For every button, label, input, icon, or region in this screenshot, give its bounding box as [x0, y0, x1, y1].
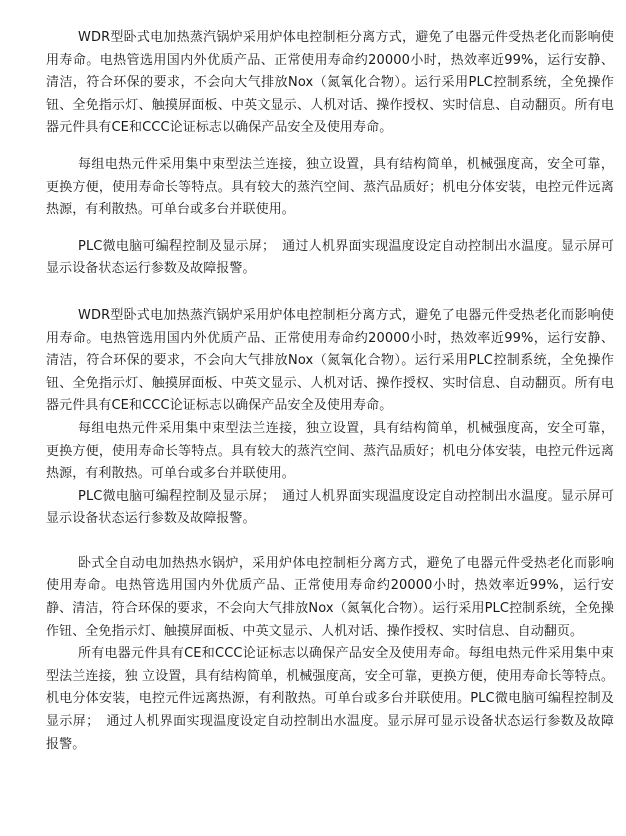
paragraph-separation-design: WDR型卧式电加热蒸汽锅炉采用炉体电控制柜分离方式，避免了电器元件受热老化而影响使用寿命。电热管选用国内外优质产品、正常使用寿命约20000小时，热效率近99%，运行安静、清洁，符合环保的要求，不会向大气排放Nox（氮氧化合物）。运行采用PLC控制系统，全免操作钮、全免指示灯、触摸屏面板、中英文显示、人机对话、操作授权、实时信息、自动翻页。所有电器元件具有CE和CCC论证标志以确保产品安全及使用寿命。: [46, 307, 614, 414]
section-hot-water-boiler: [46, 553, 614, 756]
paragraph-heating-elements: 每组电热元件采用集中束型法兰连接，独立设置，具有结构简单，机械强度高，安全可靠，更换方便，使用寿命长等特点。具有较大的蒸汽空间、蒸汽品质好；机电分体安装，电控元件远离热源，有利散热。可单台或多台并联使用。: [46, 156, 614, 218]
paragraph-gap: [46, 222, 614, 236]
section-gap: [46, 281, 614, 305]
section-steam-boiler-compact: [46, 305, 614, 531]
paragraph-plc-control: PLC微电脑可编程控制及显示屏； 通过人机界面实现温度设定自动控制出水温度。显示屏可显示设备状态运行参数及故障报警。: [46, 488, 614, 527]
section-gap: [46, 531, 614, 553]
section-steam-boiler-spaced: [46, 27, 614, 281]
paragraph-separation-design: WDR型卧式电加热蒸汽锅炉采用炉体电控制柜分离方式，避免了电器元件受热老化而影响使用寿命。电热管选用国内外优质产品、正常使用寿命约20000小时，热效率近99%，运行安静、清洁，符合环保的要求，不会向大气排放Nox（氮氧化合物）。运行采用PLC控制系统，全免操作钮、全免指示灯、触摸屏面板、中英文显示、人机对话、操作授权、实时信息、自动翻页。所有电器元件具有CE和CCC论证标志以确保产品安全及使用寿命。: [46, 30, 614, 136]
paragraph-plc-control: PLC微电脑可编程控制及显示屏； 通过人机界面实现温度设定自动控制出水温度。显示屏可显示设备状态运行参数及故障报警。: [46, 238, 614, 277]
paragraph-heating-elements: 每组电热元件采用集中束型法兰连接，独立设置，具有结构简单，机械强度高，安全可靠，更换方便，使用寿命长等特点。具有较大的蒸汽空间、蒸汽品质好；机电分体安装，电控元件远离热源，有利散热。可单台或多台并联使用。: [46, 420, 614, 482]
paragraph-gap: [46, 140, 614, 154]
paragraph-hot-water-certification: 所有电器元件具有CE和CCC论证标志以确保产品安全及使用寿命。每组电热元件采用集中束型法兰连接，独 立设置，具有结构简单，机械强度高，安全可靠，更换方便，使用寿命长等特点。机电分体安装，电控元件远离热源，有利散热。可单台或多台并联使用。PLC微电脑可编程控制及显示屏； 通过人机界面实现温度设定自动控制出水温度。显示屏可显示设备状态运行参数及故障报警。: [46, 646, 614, 752]
paragraph-hot-water-design: 卧式全自动电加热热水锅炉，采用炉体电控制柜分离方式，避免了电器元件受热老化而影响使用寿命。电热管选用国内外优质产品、正常使用寿命约20000小时，热效率近99%，运行安静、清洁，符合环保的要求，不会向大气排放Nox（氮氧化合物）。运行采用PLC控制系统，全免操作钮、全免指示灯、触摸屏面板、中英文显示、人机对话、操作授权、实时信息、自动翻页。: [46, 555, 614, 639]
